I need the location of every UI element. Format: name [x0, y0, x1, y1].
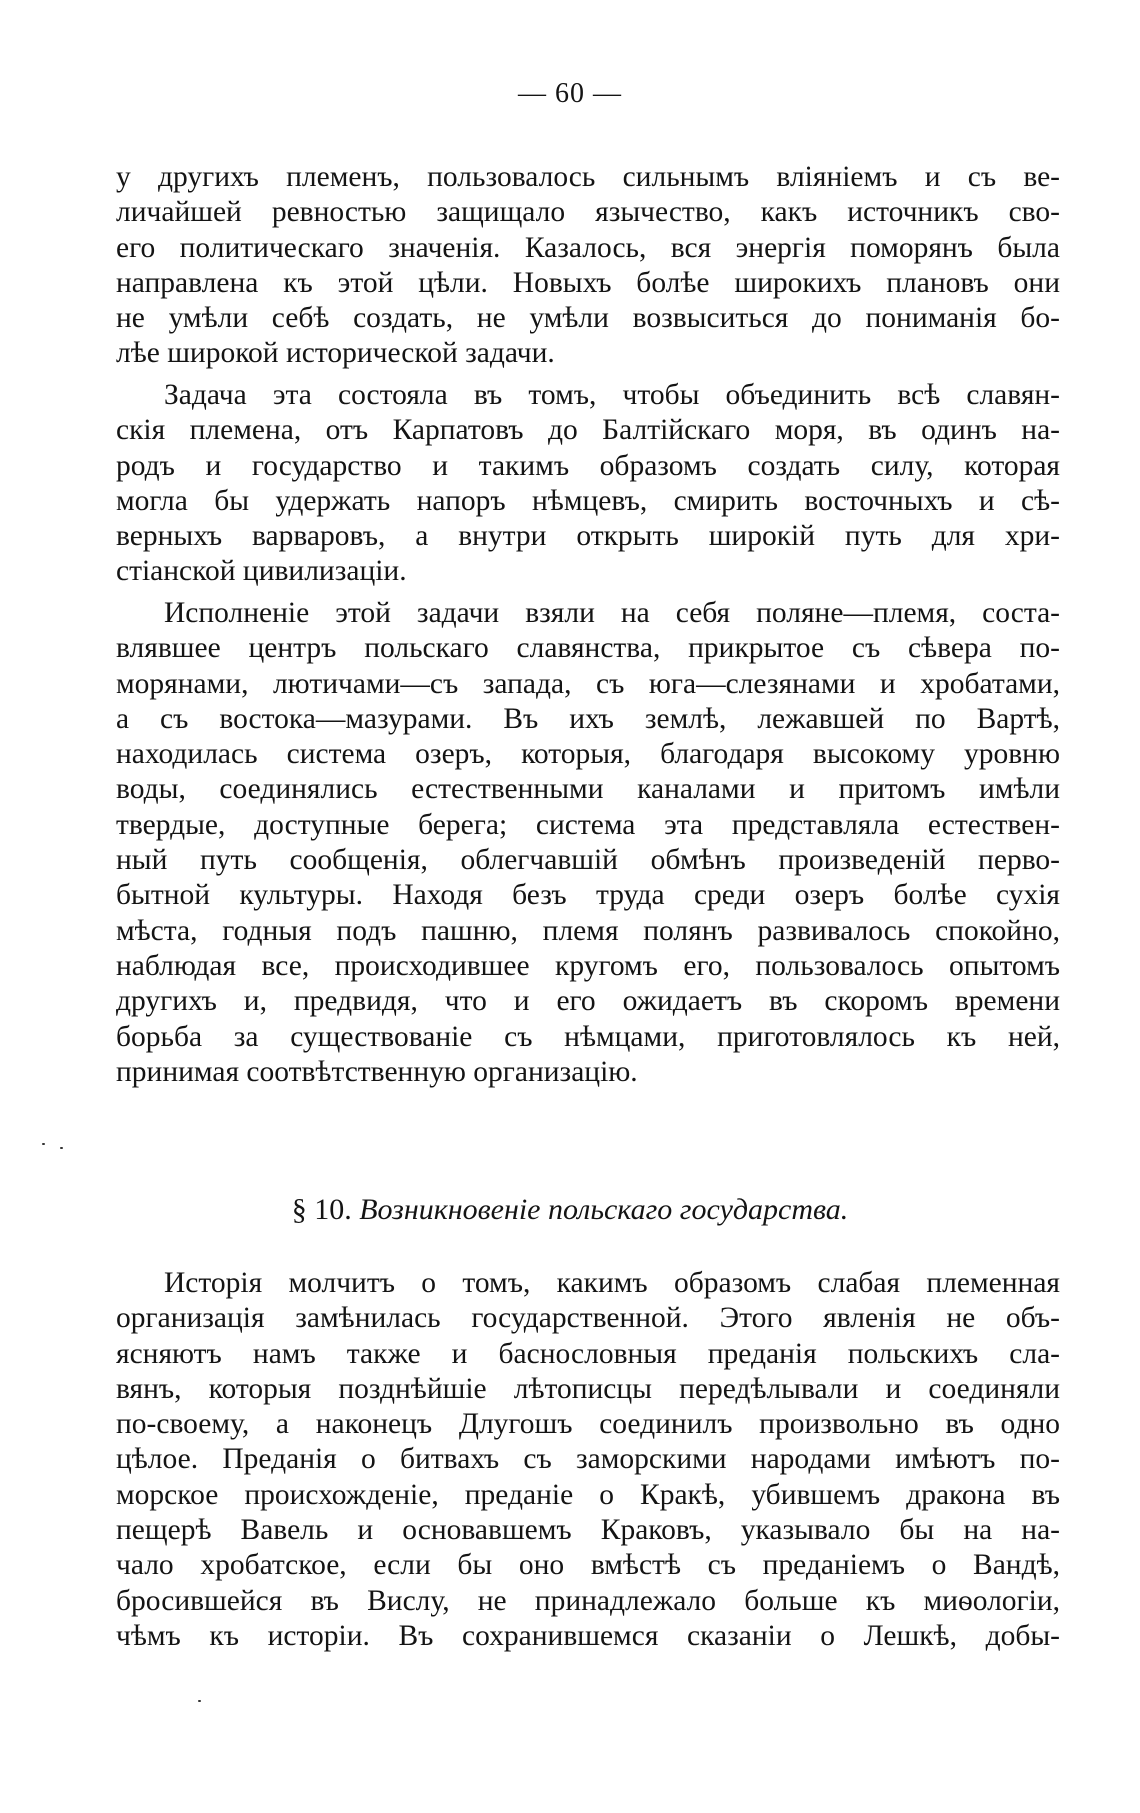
text-line: его политическаго значенія. Казалось, вся энергія поморянъ была	[116, 231, 1060, 264]
scan-speck	[198, 1700, 201, 1702]
text-line: стіанской цивилизаціи.	[116, 555, 407, 588]
text-line: скія племена, отъ Карпатовъ до Балтійскаго моря, въ одинъ на-	[116, 414, 1060, 447]
text-line: воды, соединялись естественными каналами и притомъ имѣли	[116, 773, 1060, 806]
page-number: — 60 —	[518, 78, 622, 109]
text-line: вянъ, которыя позднѣйшіе лѣтописцы передѣлывали и соединяли	[116, 1372, 1060, 1405]
text-line: могла бы удержать напоръ нѣмцевъ, смирить восточныхъ и сѣ-	[116, 484, 1060, 517]
text-line: морское происхожденіе, преданіе о Кракѣ, убившемъ дракона въ	[116, 1478, 1060, 1511]
text-line: лѣе широкой исторической задачи.	[116, 337, 555, 370]
text-line: другихъ и, предвидя, что и его ожидаетъ въ скоромъ времени	[116, 985, 1060, 1018]
text-line: находилась система озеръ, которыя, благодаря высокому уровню	[116, 738, 1060, 771]
text-line: Задача эта состояла въ томъ, чтобы объединить всѣ славян-	[164, 379, 1060, 411]
text-line: борьба за существованіе съ нѣмцами, приготовлялось къ ней,	[116, 1020, 1060, 1053]
section-number: § 10.	[291, 1193, 352, 1226]
text-line: Исторія молчитъ о томъ, какимъ образомъ слабая племенная	[164, 1267, 1060, 1299]
text-line: по-своему, а наконецъ Длугошъ соединилъ произвольно въ одно	[116, 1408, 1060, 1441]
text-line: у другихъ племенъ, пользовалось сильнымъ вліяніемъ и съ ве-	[116, 161, 1060, 193]
text-line: а съ востока—мазурами. Въ ихъ землѣ, лежавшей по Вартѣ,	[116, 702, 1060, 735]
text-line: влявшее центръ польскаго славянства, прикрытое съ сѣвера по-	[116, 632, 1060, 665]
paragraph-continuation	[116, 160, 1060, 372]
text-line: наблюдая все, происходившее кругомъ его, пользовалось опытомъ	[116, 949, 1060, 982]
text-line: верныхъ варваровъ, а внутри открыть широкій путь для хри-	[116, 520, 1060, 553]
text-line: твердые, доступные берега; система эта представляла естествен-	[116, 808, 1060, 841]
paragraph-history	[116, 1266, 1060, 1654]
text-line: бытной культуры. Находя безъ труда среди озеръ болѣе сухія	[116, 879, 1060, 912]
text-line: родъ и государство и такимъ образомъ создать силу, которая	[116, 449, 1060, 482]
text-line: не умѣли себѣ создать, не умѣли возвыситься до пониманія бо-	[116, 302, 1060, 335]
text-line: ясняютъ намъ также и баснословныя преданія польскихъ сла-	[116, 1337, 1060, 1370]
paragraph-polyane	[116, 596, 1060, 1090]
text-line: Исполненіе этой задачи взяли на себя поляне—племя, соста-	[164, 597, 1060, 629]
section-heading	[0, 1193, 1140, 1227]
text-line: морянами, лютичами—съ запада, съ юга—слезянами и хробатами,	[116, 667, 1060, 700]
text-line: личайшей ревностью защищало язычество, какъ источникъ сво-	[116, 196, 1060, 229]
text-line: направлена къ этой цѣли. Новыхъ болѣе широкихъ плановъ они	[116, 266, 1060, 299]
paragraph-task	[116, 378, 1060, 590]
section-title: Возникновеніе польскаго государства.	[359, 1193, 849, 1226]
text-line: бросившейся въ Вислу, не принадлежало больше къ миѳологіи,	[116, 1584, 1060, 1617]
text-line: чало хробатское, если бы оно вмѣстѣ съ преданіемъ о Вандѣ,	[116, 1549, 1060, 1582]
scan-speck	[42, 1143, 45, 1145]
text-line: организація замѣнилась государственной. Этого явленія не объ-	[116, 1302, 1060, 1335]
text-line: мѣста, годныя подъ пашню, племя полянъ развивалось спокойно,	[116, 914, 1060, 947]
text-line: цѣлое. Преданія о битвахъ съ заморскими народами имѣютъ по-	[116, 1443, 1060, 1476]
text-line: принимая соотвѣтственную организацію.	[116, 1055, 638, 1088]
text-line: ный путь сообщенія, облегчавшій обмѣнъ произведеній перво-	[116, 844, 1060, 877]
text-line: чѣмъ къ исторіи. Въ сохранившемся сказаніи о Лешкѣ, добы-	[116, 1619, 1060, 1652]
text-line: пещерѣ Вавель и основавшемъ Краковъ, указывало бы на на-	[116, 1514, 1060, 1547]
scan-speck	[60, 1147, 63, 1149]
